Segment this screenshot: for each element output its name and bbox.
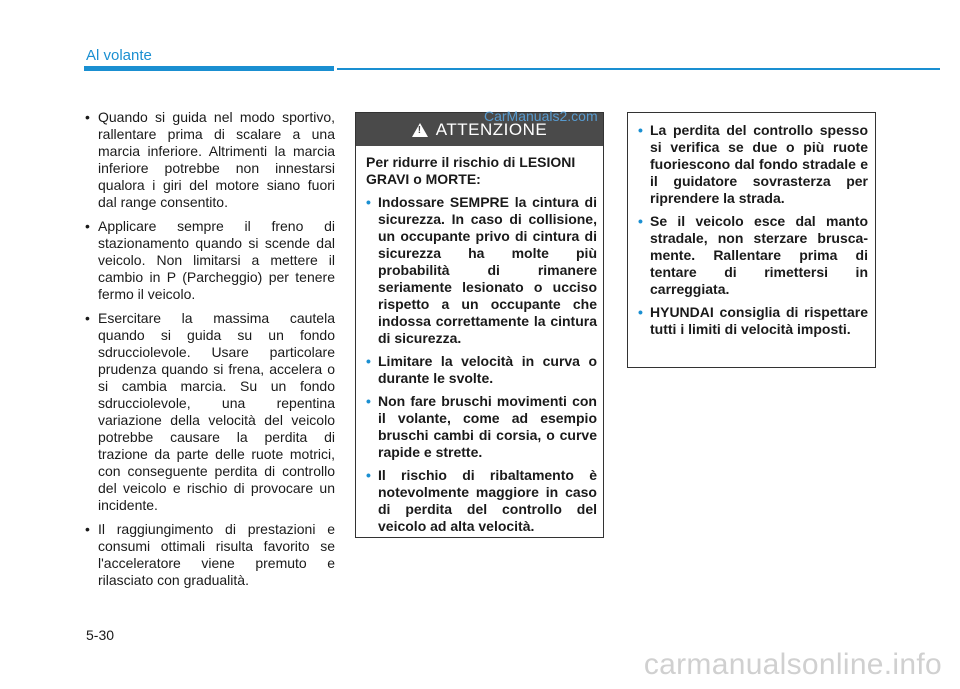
- warning-intro: Per ridurre il rischio di LESIONI GRAVI o MORTE:: [366, 154, 576, 187]
- warning-title: ATTENZIONE: [435, 119, 548, 139]
- warning-item: • HYUNDAI consiglia di rispettare tutti i limiti di velocità imposti.: [638, 304, 868, 337]
- warning-triangle-icon: !: [412, 123, 428, 137]
- warning-item: • Indossare SEMPRE la cintura di sicurezza. In caso di collisione, un occupante privo di cintura di sicurezza ha molte più probabilità di rimanere seriamente lesionato o ucciso rispetto a un occupante che indossa correttamente la cintura di sicurezza.: [366, 194, 597, 346]
- warning-continued-list: [638, 122, 868, 338]
- warning-item: • Limitare la velocità in curva o durante le svolte.: [366, 353, 597, 386]
- list-item: • Esercitare la massima cautela quando si guida su un fondo sdrucciolevole. Usare particolare prudenza quando si frena, accelera o si cambia marcia. Su un fondo sdrucciolevole, una repentina variazione della velocità del veicolo potrebbe causare la perdita di trazione da parte delle ruote motrici, con conseguente perdita di controllo del veicolo e rischio di provocare un incidente.: [85, 310, 335, 513]
- warning-body: [356, 146, 603, 535]
- watermark-bottom: carmanualsonline.info: [643, 648, 942, 681]
- list-item: • Applicare sempre il freno di stazionamento quando si scende dal veicolo. Non limitarsi a mettere il cambio in P (Parcheggio) per tenere fermo il veicolo.: [85, 218, 335, 302]
- section-title: Al volante: [86, 47, 152, 64]
- warning-item: • Non fare bruschi movimenti con il volante, come ad esempio bruschi cambi di corsia, o curve rapide e strette.: [366, 393, 597, 460]
- warning-item: • La perdita del controllo spesso si verifica se due o più ruote fuoriescono dal fondo stradale e il guidatore sovrasterza per riprendere la strada.: [638, 122, 868, 206]
- warning-item: • Se il veicolo esce dal manto stradale, non sterzare brusca-mente. Rallentare prima di tentare di rimettersi in carreggiata.: [638, 213, 868, 297]
- instruction-list: [84, 109, 335, 589]
- warning-continued-box: [627, 112, 876, 368]
- warning-box: [355, 112, 604, 538]
- header-rule-thick: [84, 66, 334, 71]
- warning-list: [366, 194, 597, 535]
- page-number: 5-30: [86, 627, 115, 643]
- watermark-top: CarManuals2.com: [484, 108, 598, 124]
- list-item: • Il raggiungimento di prestazioni e consumi ottimali risulta favorito se l'acceleratore viene premuto e rilasciato con gradualità.: [85, 521, 335, 588]
- warning-item: • Il rischio di ribaltamento è notevolmente maggiore in caso di perdita del controllo del veicolo ad alta velocità.: [366, 467, 597, 534]
- column-1: [84, 109, 335, 596]
- list-item: • Quando si guida nel modo sportivo, rallentare prima di scalare a una marcia inferiore. Altrimenti la marcia inferiore potrebbe non innestarsi qualora i giri del motore siano fuori dal range consentito.: [85, 109, 335, 210]
- header-rule-thin: [337, 68, 940, 70]
